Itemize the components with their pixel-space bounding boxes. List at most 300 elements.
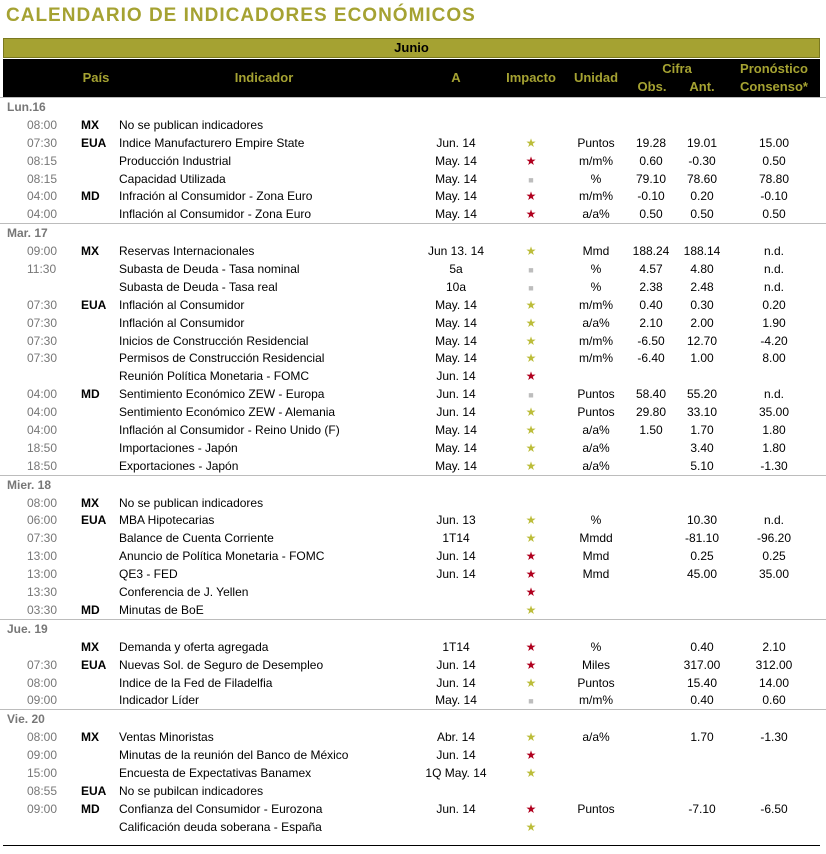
country-cell: MX [81, 495, 99, 510]
impact-low-star-icon: ★ [525, 513, 537, 528]
table-row [0, 529, 826, 547]
country-cell: MD [81, 189, 100, 204]
table-row [0, 421, 826, 439]
ant-cell: 15.40 [686, 675, 718, 690]
indicator-cell: Balance de Cuenta Corriente [119, 531, 274, 546]
indicator-cell: Inicios de Construcción Residencial [119, 333, 309, 348]
ant-cell: 0.40 [690, 693, 714, 708]
unit-cell: Mmd [582, 244, 610, 259]
forecast-cell: n.d. [763, 387, 785, 402]
indicator-cell: Sentimiento Económico ZEW - Alemania [119, 405, 336, 420]
period-cell: 5a [449, 262, 463, 277]
indicator-cell: Reservas Internacionales [119, 244, 255, 259]
impact-high-star-icon: ★ [525, 189, 537, 204]
day-label: Lun.16 [7, 100, 46, 114]
unit-cell: Puntos [577, 801, 615, 816]
forecast-cell: 0.50 [762, 153, 786, 168]
indicator-cell: No se publican indicadores [119, 495, 264, 510]
ant-cell: 1.70 [690, 730, 714, 745]
time-cell: 13:00 [27, 567, 58, 582]
period-cell: 10a [445, 279, 467, 294]
forecast-cell: 0.20 [762, 297, 786, 312]
period-cell: May. 14 [435, 171, 477, 186]
indicator-cell: Ventas Minoristas [119, 730, 214, 745]
unit-cell: Puntos [577, 135, 615, 150]
impact-high-star-icon: ★ [525, 585, 537, 600]
impact-high-star-icon: ★ [525, 369, 537, 384]
unit-cell: m/m% [579, 351, 613, 366]
month-banner: Junio [3, 38, 820, 58]
table-row [0, 134, 826, 152]
time-cell: 07:30 [27, 531, 58, 546]
time-cell: 11:30 [27, 262, 57, 277]
time-cell: 09:00 [27, 693, 58, 708]
table-row [0, 403, 826, 421]
ant-cell: 33.10 [686, 405, 718, 420]
period-cell: Jun. 14 [436, 567, 476, 582]
forecast-cell: 14.00 [758, 675, 790, 690]
ant-cell: 317.00 [683, 657, 721, 672]
header-pronostico: Pronóstico [740, 61, 808, 76]
day-label: Vie. 20 [7, 712, 45, 727]
indicator-cell: Inflación al Consumidor [119, 297, 245, 312]
table-row [0, 116, 826, 134]
impact-low-star-icon: ★ [525, 333, 537, 348]
header-obs: Obs. [637, 79, 667, 94]
unit-cell: a/a% [582, 207, 610, 222]
indicator-cell: Minutas de la reunión del Banco de México [119, 748, 349, 763]
forecast-cell: -0.10 [760, 189, 788, 204]
impact-low-star-icon: ★ [525, 440, 537, 455]
header-cifra: Cifra [662, 61, 692, 76]
country-cell: MX [81, 730, 99, 745]
time-cell: 08:15 [27, 171, 58, 186]
country-cell: EUA [81, 135, 107, 150]
impact-neutral-square-icon: ■ [528, 390, 534, 401]
unit-cell: m/m% [579, 189, 613, 204]
table-row [0, 332, 826, 350]
table-row [0, 728, 826, 746]
table-row [0, 656, 826, 674]
day-row [0, 475, 826, 494]
time-cell: 08:00 [27, 495, 58, 510]
unit-cell: a/a% [582, 440, 610, 455]
table-row [0, 170, 826, 188]
time-cell: 18:50 [27, 458, 58, 473]
day-label: Mier. 18 [7, 477, 52, 492]
period-cell: Jun 13. 14 [427, 244, 485, 259]
impact-neutral-square-icon: ■ [528, 696, 534, 707]
country-cell: MX [81, 117, 99, 132]
time-cell: 13:30 [27, 585, 58, 600]
day-row [0, 97, 826, 116]
ant-cell: 12.70 [686, 333, 718, 348]
unit-cell: % [590, 513, 602, 528]
indicator-cell: MBA Hipotecarias [119, 513, 215, 528]
forecast-cell: 78.80 [758, 171, 790, 186]
day-label: Mar. 17 [7, 226, 48, 241]
country-cell: MX [81, 639, 99, 654]
forecast-cell: 35.00 [758, 567, 790, 582]
indicator-cell: Inflación al Consumidor - Reino Unido (F) [119, 423, 340, 438]
forecast-cell: n.d. [763, 244, 785, 259]
indicator-cell: QE3 - FED [119, 567, 178, 582]
table-row [0, 296, 826, 314]
impact-low-star-icon: ★ [525, 297, 537, 312]
ant-cell: -81.10 [684, 531, 720, 546]
obs-cell: 4.57 [639, 262, 663, 277]
period-cell: May. 14 [435, 458, 477, 473]
indicator-cell: Nuevas Sol. de Seguro de Desempleo [119, 657, 324, 672]
unit-cell: % [590, 639, 602, 654]
indicator-cell: No se pubilcan indicadores [119, 783, 264, 798]
indicator-cell: Confianza del Consumidor - Eurozona [119, 801, 323, 816]
period-cell: May. 14 [435, 333, 477, 348]
period-cell: Jun. 14 [436, 748, 476, 763]
unit-cell: m/m% [579, 297, 613, 312]
indicator-cell: Indice de la Fed de Filadelfia [119, 675, 273, 690]
period-cell: 1T14 [442, 639, 470, 654]
impact-low-star-icon: ★ [525, 458, 537, 473]
unit-cell: a/a% [582, 315, 610, 330]
period-cell: Abr. 14 [436, 730, 476, 745]
impact-low-star-icon: ★ [525, 423, 537, 438]
table-row [0, 152, 826, 170]
unit-cell: % [590, 171, 602, 186]
unit-cell: Miles [581, 657, 611, 672]
country-cell: MD [81, 801, 100, 816]
ant-cell: -0.30 [688, 153, 716, 168]
table-bottom-rule [3, 845, 820, 846]
ant-cell: 0.40 [690, 639, 714, 654]
header-pais: País [82, 70, 110, 85]
unit-cell: Puntos [577, 387, 615, 402]
ant-cell: 3.40 [690, 440, 714, 455]
country-cell: EUA [81, 783, 107, 798]
impact-low-star-icon: ★ [525, 351, 537, 366]
ant-cell: 188.14 [683, 244, 721, 259]
impact-low-star-icon: ★ [525, 602, 537, 617]
obs-cell: -6.50 [637, 333, 665, 348]
forecast-cell: -4.20 [760, 333, 788, 348]
impact-high-star-icon: ★ [525, 639, 537, 654]
ant-cell: 0.50 [690, 207, 714, 222]
time-cell: 07:30 [27, 135, 58, 150]
day-row [0, 619, 826, 638]
table-row [0, 764, 826, 782]
forecast-cell: 8.00 [762, 351, 786, 366]
table-row [0, 691, 826, 709]
indicator-cell: Infración al Consumidor - Zona Euro [119, 189, 313, 204]
period-cell: May. 14 [435, 315, 477, 330]
obs-cell: 1.50 [639, 423, 663, 438]
country-cell: EUA [81, 657, 107, 672]
ant-cell: 2.00 [690, 315, 714, 330]
impact-low-star-icon: ★ [525, 315, 537, 330]
time-cell: 09:00 [27, 748, 58, 763]
unit-cell: Mmd [582, 549, 610, 564]
period-cell: Jun. 14 [436, 405, 476, 420]
impact-low-star-icon: ★ [525, 244, 537, 259]
period-cell: Jun. 14 [436, 549, 476, 564]
period-cell: May. 14 [435, 207, 477, 222]
obs-cell: 2.38 [639, 279, 663, 294]
obs-cell: 0.40 [639, 297, 663, 312]
ant-cell: 55.20 [686, 387, 718, 402]
forecast-cell: 0.25 [762, 549, 786, 564]
indicator-cell: Producción Industrial [119, 153, 232, 168]
table-row [0, 278, 826, 296]
indicator-cell: Demanda y oferta agregada [119, 639, 269, 654]
impact-high-star-icon: ★ [525, 207, 537, 222]
time-cell: 08:15 [27, 153, 58, 168]
forecast-cell: 312.00 [755, 657, 793, 672]
time-cell: 04:00 [27, 189, 58, 204]
period-cell: May. 14 [435, 189, 477, 204]
forecast-cell: 15.00 [758, 135, 790, 150]
unit-cell: Mmd [582, 567, 610, 582]
indicator-cell: Encuesta de Expectativas Banamex [119, 765, 312, 780]
obs-cell: -6.40 [637, 351, 665, 366]
period-cell: Jun. 14 [436, 675, 476, 690]
period-cell: Jun. 14 [436, 387, 476, 402]
ant-cell: 10.30 [686, 513, 718, 528]
indicator-cell: Exportaciones - Japón [119, 458, 239, 473]
unit-cell: m/m% [579, 153, 613, 168]
ant-cell: 45.00 [686, 567, 718, 582]
day-label: Jue. 19 [7, 621, 48, 636]
ant-cell: 0.20 [690, 189, 714, 204]
impact-high-star-icon: ★ [525, 567, 537, 582]
impact-low-star-icon: ★ [525, 135, 537, 150]
country-cell: MD [81, 387, 100, 402]
time-cell: 07:30 [27, 315, 58, 330]
ant-cell: 0.25 [690, 549, 714, 564]
indicator-cell: Capacidad Utilizada [119, 171, 226, 186]
country-cell: MX [81, 244, 99, 259]
page-title: CALENDARIO DE INDICADORES ECONÓMICOS [6, 5, 476, 26]
period-cell: May. 14 [435, 423, 477, 438]
period-cell: Jun. 14 [436, 369, 476, 384]
time-cell: 09:00 [27, 801, 58, 816]
table-row [0, 818, 826, 836]
country-cell: EUA [81, 297, 107, 312]
period-cell: Jun. 14 [436, 657, 476, 672]
table-row [0, 367, 826, 385]
obs-cell: 58.40 [635, 387, 667, 402]
impact-neutral-square-icon: ■ [528, 265, 534, 276]
impact-low-star-icon: ★ [525, 730, 537, 745]
unit-cell: Mmdd [579, 531, 613, 546]
indicator-cell: Conferencia de J. Yellen [119, 585, 249, 600]
time-cell: 09:00 [27, 244, 58, 259]
table-row [0, 547, 826, 565]
impact-high-star-icon: ★ [525, 748, 537, 763]
ant-cell: 19.01 [686, 135, 718, 150]
time-cell: 04:00 [27, 207, 58, 222]
time-cell: 15:00 [27, 765, 58, 780]
forecast-cell: n.d. [763, 262, 785, 277]
header-unidad: Unidad [573, 70, 619, 85]
table-row [0, 205, 826, 223]
time-cell: 08:55 [27, 783, 58, 798]
obs-cell: 19.28 [635, 135, 667, 150]
unit-cell: m/m% [579, 333, 613, 348]
indicator-cell: Anuncio de Política Monetaria - FOMC [119, 549, 325, 564]
ant-cell: 5.10 [690, 458, 714, 473]
unit-cell: Puntos [577, 675, 615, 690]
indicator-table [0, 97, 826, 836]
period-cell: 1T14 [442, 531, 470, 546]
unit-cell: a/a% [582, 423, 610, 438]
forecast-cell: 0.60 [762, 693, 786, 708]
period-cell: May. 14 [435, 351, 477, 366]
obs-cell: 188.24 [632, 244, 670, 259]
obs-cell: 2.10 [639, 315, 663, 330]
forecast-cell: 1.90 [762, 315, 786, 330]
country-cell: MD [81, 602, 100, 617]
table-row [0, 457, 826, 475]
period-cell: Jun. 14 [436, 801, 476, 816]
impact-neutral-square-icon: ■ [528, 174, 534, 185]
table-header [3, 59, 820, 97]
table-row [0, 800, 826, 818]
ant-cell: 4.80 [690, 262, 714, 277]
time-cell: 07:30 [27, 657, 58, 672]
time-cell: 07:30 [27, 297, 58, 312]
obs-cell: -0.10 [637, 189, 665, 204]
header-impacto: Impacto [506, 70, 556, 85]
table-row [0, 439, 826, 457]
day-row [0, 223, 826, 242]
unit-cell: a/a% [582, 458, 610, 473]
impact-high-star-icon: ★ [525, 801, 537, 816]
header-a: A [451, 70, 461, 85]
time-cell: 04:00 [27, 387, 58, 402]
table-row [0, 511, 826, 529]
indicator-cell: Subasta de Deuda - Tasa real [119, 279, 278, 294]
table-row [0, 782, 826, 800]
indicator-cell: Inflación al Consumidor [119, 315, 245, 330]
header-ant: Ant. [689, 79, 715, 94]
obs-cell: 0.50 [639, 207, 663, 222]
table-row [0, 385, 826, 403]
period-cell: May. 14 [435, 693, 477, 708]
header-indicador: Indicador [234, 70, 294, 85]
indicator-cell: No se publican indicadores [119, 117, 264, 132]
indicator-cell: Subasta de Deuda - Tasa nominal [119, 262, 300, 277]
time-cell: 08:00 [27, 730, 58, 745]
table-row [0, 565, 826, 583]
time-cell: 03:30 [27, 602, 58, 617]
time-cell: 04:00 [27, 405, 58, 420]
unit-cell: Puntos [577, 405, 615, 420]
forecast-cell: 35.00 [758, 405, 790, 420]
ant-cell: 2.48 [690, 279, 714, 294]
indicator-cell: Minutas de BoE [119, 602, 204, 617]
table-row [0, 746, 826, 764]
period-cell: Jun. 14 [436, 135, 476, 150]
time-cell: 08:00 [27, 675, 58, 690]
forecast-cell: n.d. [763, 279, 785, 294]
forecast-cell: -96.20 [756, 531, 792, 546]
table-row [0, 260, 826, 278]
period-cell: May. 14 [435, 297, 477, 312]
unit-cell: m/m% [579, 693, 613, 708]
period-cell: May. 14 [435, 153, 477, 168]
ant-cell: 0.30 [690, 297, 714, 312]
indicator-cell: Calificación deuda soberana - España [119, 819, 322, 834]
table-row [0, 187, 826, 205]
time-cell: 13:00 [27, 549, 58, 564]
time-cell: 07:30 [27, 351, 58, 366]
impact-low-star-icon: ★ [525, 765, 537, 780]
time-cell: 18:50 [27, 440, 58, 455]
forecast-cell: -1.30 [760, 458, 788, 473]
table-row [0, 242, 826, 260]
time-cell: 07:30 [27, 333, 58, 348]
ant-cell: -7.10 [688, 801, 716, 816]
table-row [0, 349, 826, 367]
country-cell: EUA [81, 513, 107, 528]
forecast-cell: 1.80 [762, 440, 786, 455]
indicator-cell: Sentimiento Económico ZEW - Europa [119, 387, 325, 402]
table-row [0, 314, 826, 332]
impact-neutral-square-icon: ■ [528, 282, 534, 293]
forecast-cell: 2.10 [762, 639, 786, 654]
time-cell: 06:00 [27, 513, 58, 528]
impact-low-star-icon: ★ [525, 531, 537, 546]
time-cell: 08:00 [27, 117, 58, 132]
indicator-cell: Indicador Líder [119, 693, 200, 708]
obs-cell: 29.80 [635, 405, 667, 420]
unit-cell: a/a% [582, 730, 610, 745]
period-cell: Jun. 13 [436, 513, 476, 528]
indicator-cell: Indice Manufacturero Empire State [119, 135, 305, 150]
period-cell: 1Q May. 14 [425, 765, 487, 780]
impact-high-star-icon: ★ [525, 549, 537, 564]
impact-high-star-icon: ★ [525, 153, 537, 168]
time-cell: 04:00 [27, 423, 58, 438]
table-row [0, 583, 826, 601]
ant-cell: 78.60 [686, 171, 718, 186]
indicator-cell: Permisos de Construcción Residencial [119, 351, 325, 366]
impact-low-star-icon: ★ [525, 819, 537, 834]
obs-cell: 0.60 [639, 153, 663, 168]
obs-cell: 79.10 [635, 171, 667, 186]
table-row [0, 601, 826, 619]
table-row [0, 494, 826, 512]
indicator-cell: Importaciones - Japón [119, 440, 238, 455]
table-row [0, 638, 826, 656]
impact-high-star-icon: ★ [525, 657, 537, 672]
indicator-cell: Inflación al Consumidor - Zona Euro [119, 207, 312, 222]
header-consenso: Consenso* [740, 79, 808, 94]
forecast-cell: 1.80 [762, 423, 786, 438]
indicator-cell: Reunión Política Monetaria - FOMC [119, 369, 310, 384]
ant-cell: 1.70 [690, 423, 714, 438]
unit-cell: % [590, 262, 602, 277]
forecast-cell: -1.30 [760, 730, 788, 745]
day-row [0, 709, 826, 728]
forecast-cell: n.d. [763, 513, 785, 528]
forecast-cell: -6.50 [760, 801, 788, 816]
ant-cell: 1.00 [690, 351, 714, 366]
period-cell: May. 14 [435, 440, 477, 455]
impact-low-star-icon: ★ [525, 405, 537, 420]
forecast-cell: 0.50 [762, 207, 786, 222]
table-row [0, 674, 826, 692]
